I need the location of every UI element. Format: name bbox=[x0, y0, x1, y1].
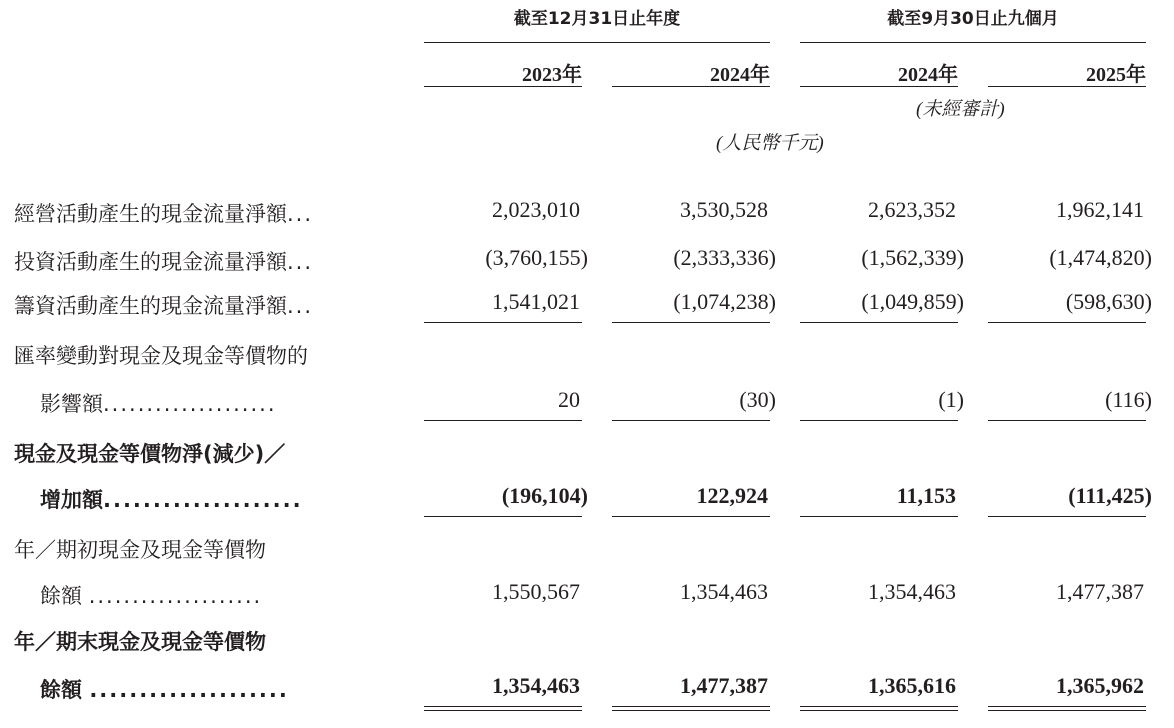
row-label: 匯率變動對現金及現金等價物的 bbox=[14, 344, 308, 368]
cell-value: (1,474,820) bbox=[1049, 245, 1152, 270]
total-double-rule bbox=[424, 706, 582, 711]
row-label: 年／期初現金及現金等價物 bbox=[14, 538, 266, 562]
subtotal-rule bbox=[988, 420, 1146, 421]
subtotal-rule bbox=[424, 516, 582, 517]
cell-value: 1,354,463 bbox=[680, 579, 768, 604]
cell-value: 1,477,387 bbox=[680, 673, 768, 698]
cell-value: (1,049,859) bbox=[861, 289, 964, 314]
unaudited-note: (未經審計) bbox=[916, 99, 1005, 120]
row-label-continued: 增加額.................... bbox=[40, 488, 303, 512]
cell-value: 11,153 bbox=[896, 483, 956, 508]
year-header-2025-9m: 2025年 bbox=[1086, 64, 1146, 86]
cell-value: (30) bbox=[739, 387, 776, 412]
row-label: 籌資活動產生的現金流量淨額... bbox=[14, 294, 314, 318]
subtotal-rule bbox=[800, 420, 958, 421]
cell-value: 2,623,352 bbox=[868, 197, 956, 222]
cell-value: (116) bbox=[1105, 387, 1152, 412]
year-header-2023: 2023年 bbox=[522, 64, 582, 86]
year-header-rule bbox=[988, 86, 1146, 87]
cell-value: 1,365,962 bbox=[1056, 673, 1144, 698]
year-header-rule bbox=[612, 86, 770, 87]
cell-value: 20 bbox=[558, 387, 580, 412]
cell-value: 3,530,528 bbox=[680, 197, 768, 222]
year-header-rule bbox=[800, 86, 958, 87]
row-label: 投資活動產生的現金流量淨額... bbox=[14, 250, 314, 274]
header-group-rule bbox=[800, 42, 1146, 43]
cell-value: (1,074,238) bbox=[673, 289, 776, 314]
cell-value: (2,333,336) bbox=[673, 245, 776, 270]
row-label: 年／期末現金及現金等價物 bbox=[14, 630, 266, 654]
cell-value: 2,023,010 bbox=[492, 197, 580, 222]
subtotal-rule bbox=[612, 420, 770, 421]
cell-value: 1,477,387 bbox=[1056, 579, 1144, 604]
header-group-year-ended: 截至12月31日止年度 bbox=[513, 9, 681, 29]
cell-value: 1,541,021 bbox=[492, 289, 580, 314]
cell-value: 122,924 bbox=[696, 483, 768, 508]
subtotal-rule bbox=[612, 516, 770, 517]
cell-value: 1,354,463 bbox=[868, 579, 956, 604]
cell-value: (1) bbox=[938, 387, 964, 412]
cell-value: (598,630) bbox=[1065, 289, 1152, 314]
header-group-rule bbox=[424, 42, 770, 43]
cell-value: (1,562,339) bbox=[861, 245, 964, 270]
year-header-rule bbox=[424, 86, 582, 87]
cell-value: 1,354,463 bbox=[492, 673, 580, 698]
subtotal-rule bbox=[424, 322, 582, 323]
subtotal-rule bbox=[988, 516, 1146, 517]
row-label-continued: 餘額 .................... bbox=[40, 584, 263, 608]
total-double-rule bbox=[612, 706, 770, 711]
unit-note: (人民幣千元) bbox=[716, 133, 824, 154]
subtotal-rule bbox=[612, 322, 770, 323]
row-label: 經營活動產生的現金流量淨額... bbox=[14, 202, 314, 226]
subtotal-rule bbox=[988, 322, 1146, 323]
total-double-rule bbox=[800, 706, 958, 711]
subtotal-rule bbox=[800, 516, 958, 517]
header-group-nine-months: 截至9月30日止九個月 bbox=[887, 9, 1059, 29]
cell-value: 1,365,616 bbox=[868, 673, 956, 698]
subtotal-rule bbox=[424, 420, 582, 421]
total-double-rule bbox=[988, 706, 1146, 711]
row-label-continued: 餘額 .................... bbox=[40, 678, 289, 702]
year-header-2024-9m: 2024年 bbox=[898, 64, 958, 86]
row-label: 現金及現金等價物淨(減少)／ bbox=[14, 442, 286, 466]
subtotal-rule bbox=[800, 322, 958, 323]
year-header-2024: 2024年 bbox=[710, 64, 770, 86]
cell-value: (3,760,155) bbox=[485, 245, 588, 270]
cell-value: 1,550,567 bbox=[492, 579, 580, 604]
row-label-continued: 影響額.................... bbox=[40, 392, 277, 416]
cell-value: (111,425) bbox=[1068, 483, 1152, 508]
cell-value: 1,962,141 bbox=[1056, 197, 1144, 222]
cell-value: (196,104) bbox=[501, 483, 588, 508]
